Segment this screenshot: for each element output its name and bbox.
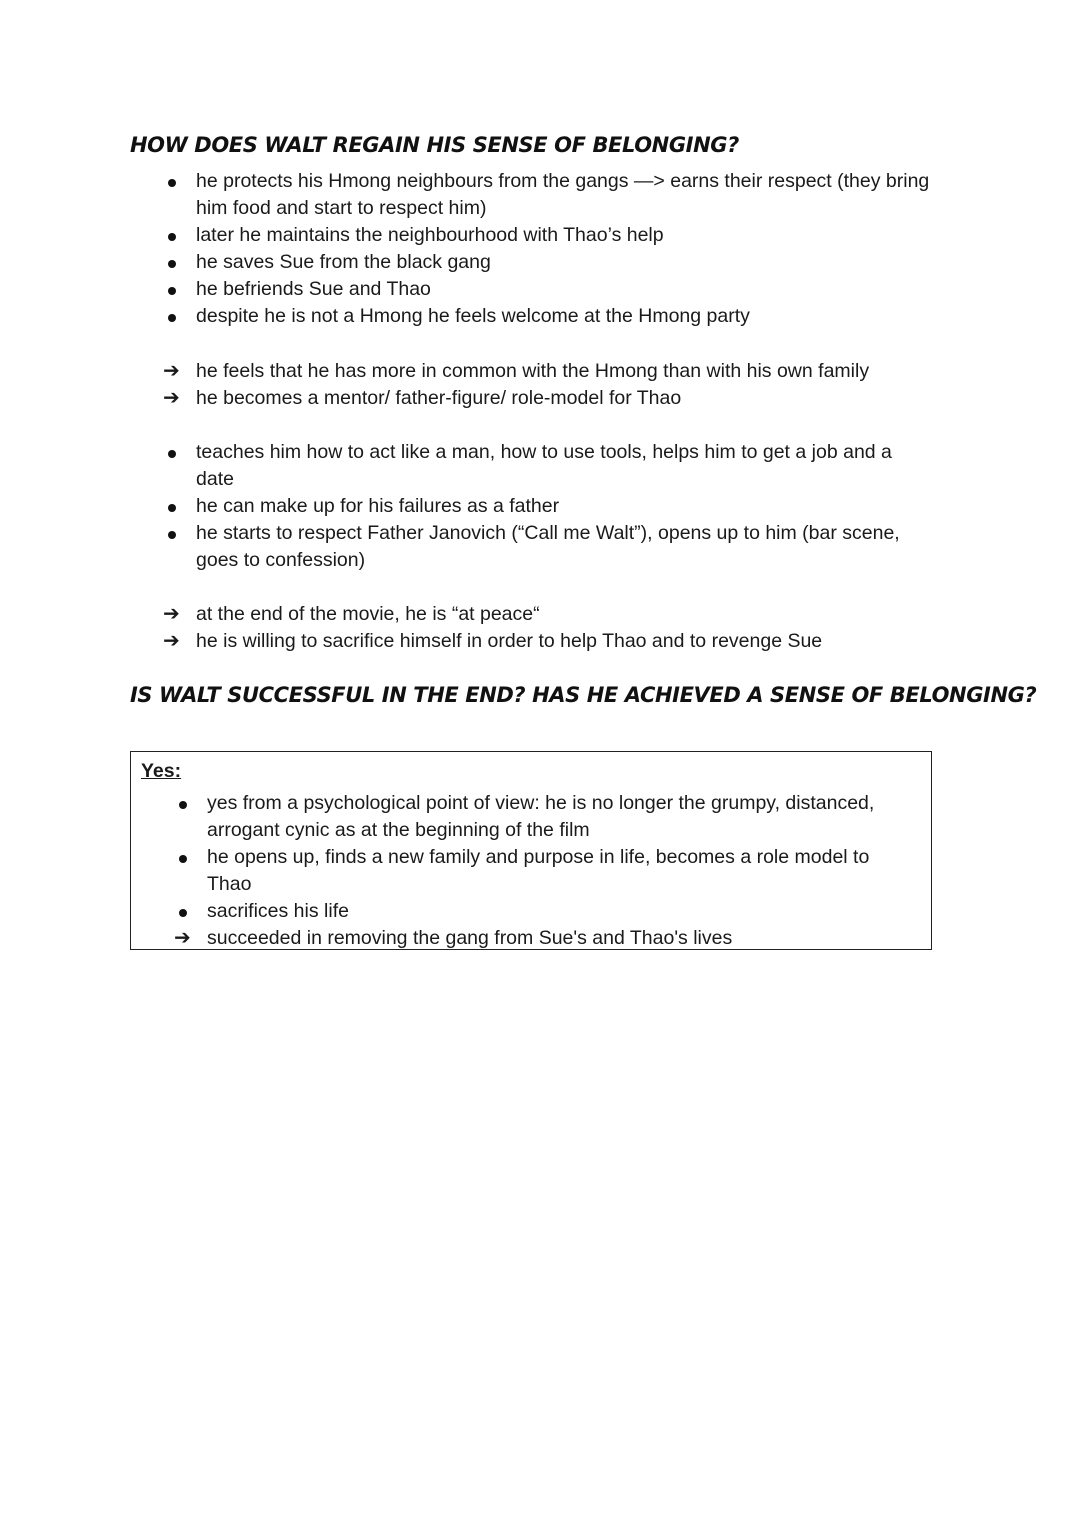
list-item <box>166 493 926 520</box>
list-item <box>166 249 956 276</box>
list-item-text: succeeded in removing the gang from Sue's and Thao's lives <box>207 927 733 949</box>
list-item <box>174 925 897 952</box>
bullet-icon <box>168 287 176 295</box>
bullet-icon <box>168 233 176 241</box>
arrow-right-icon: ➔ <box>163 603 180 625</box>
list-item-text: he opens up, finds a new family and purpose in life, becomes a role model to Thao <box>207 846 870 895</box>
list-item-text: he becomes a mentor/ father-figure/ role-model for Thao <box>196 387 682 409</box>
list-item <box>166 520 926 574</box>
list-item-text: he can make up for his failures as a father <box>196 495 560 517</box>
list-item <box>166 303 956 330</box>
arrow-right-icon: ➔ <box>163 360 180 382</box>
section-heading-successful: IS WALT SUCCESSFUL IN THE END? HAS HE ACHIEVED A SENSE OF BELONGING? <box>130 683 1037 707</box>
bullet-icon <box>168 504 176 512</box>
bullet-icon <box>179 909 187 917</box>
bullet-icon <box>168 260 176 268</box>
list-item <box>177 898 897 925</box>
list-item-text: yes from a psychological point of view: he is no longer the grumpy, distanced, arrogant cynic as at the beginning of the film <box>207 792 875 841</box>
bullet-icon <box>179 855 187 863</box>
arrow-right-icon: ➔ <box>163 630 180 652</box>
list-item-text: sacrifices his life <box>207 900 349 922</box>
list-item <box>177 844 897 898</box>
list-item <box>163 358 956 385</box>
list-item-text: he protects his Hmong neighbours from the gangs —> earns their respect (they bring him food and start to respect him) <box>196 170 930 219</box>
bullet-icon <box>179 801 187 809</box>
arrow-list-ending <box>163 601 956 655</box>
answer-box <box>130 751 932 950</box>
section-heading-regain-belonging: HOW DOES WALT REGAIN HIS SENSE OF BELONGING? <box>130 133 739 157</box>
list-item <box>166 439 926 493</box>
list-item <box>163 601 956 628</box>
list-item <box>166 168 956 222</box>
list-item <box>166 276 956 303</box>
list-item-text: he starts to respect Father Janovich (“Call me Walt”), opens up to him (bar scene, goes to confession) <box>196 522 900 571</box>
list-item <box>166 222 956 249</box>
list-item-text: teaches him how to act like a man, how to use tools, helps him to get a job and a date <box>196 441 892 490</box>
list-item-text: he is willing to sacrifice himself in order to help Thao and to revenge Sue <box>196 630 823 652</box>
list-item <box>177 790 897 844</box>
bullet-icon <box>168 450 176 458</box>
list-item <box>163 628 956 655</box>
bullet-icon <box>168 179 176 187</box>
bullet-list-actions <box>166 168 956 330</box>
list-item-text: later he maintains the neighbourhood with Thao’s help <box>196 224 664 246</box>
bullet-icon <box>168 314 176 322</box>
list-item-text: at the end of the movie, he is “at peace“ <box>196 603 540 625</box>
list-item-text: despite he is not a Hmong he feels welcome at the Hmong party <box>196 305 750 327</box>
list-item <box>163 385 956 412</box>
arrow-right-icon: ➔ <box>163 387 180 409</box>
list-item-text: he feels that he has more in common with the Hmong than with his own family <box>196 360 870 382</box>
answer-list <box>174 790 897 952</box>
answer-label: Yes: <box>141 760 182 782</box>
list-item-text: he saves Sue from the black gang <box>196 251 491 273</box>
arrow-right-icon: ➔ <box>174 927 191 949</box>
bullet-list-mentor <box>166 439 926 574</box>
arrow-list-conclusions <box>163 358 956 412</box>
list-item-text: he befriends Sue and Thao <box>196 278 431 300</box>
bullet-icon <box>168 531 176 539</box>
